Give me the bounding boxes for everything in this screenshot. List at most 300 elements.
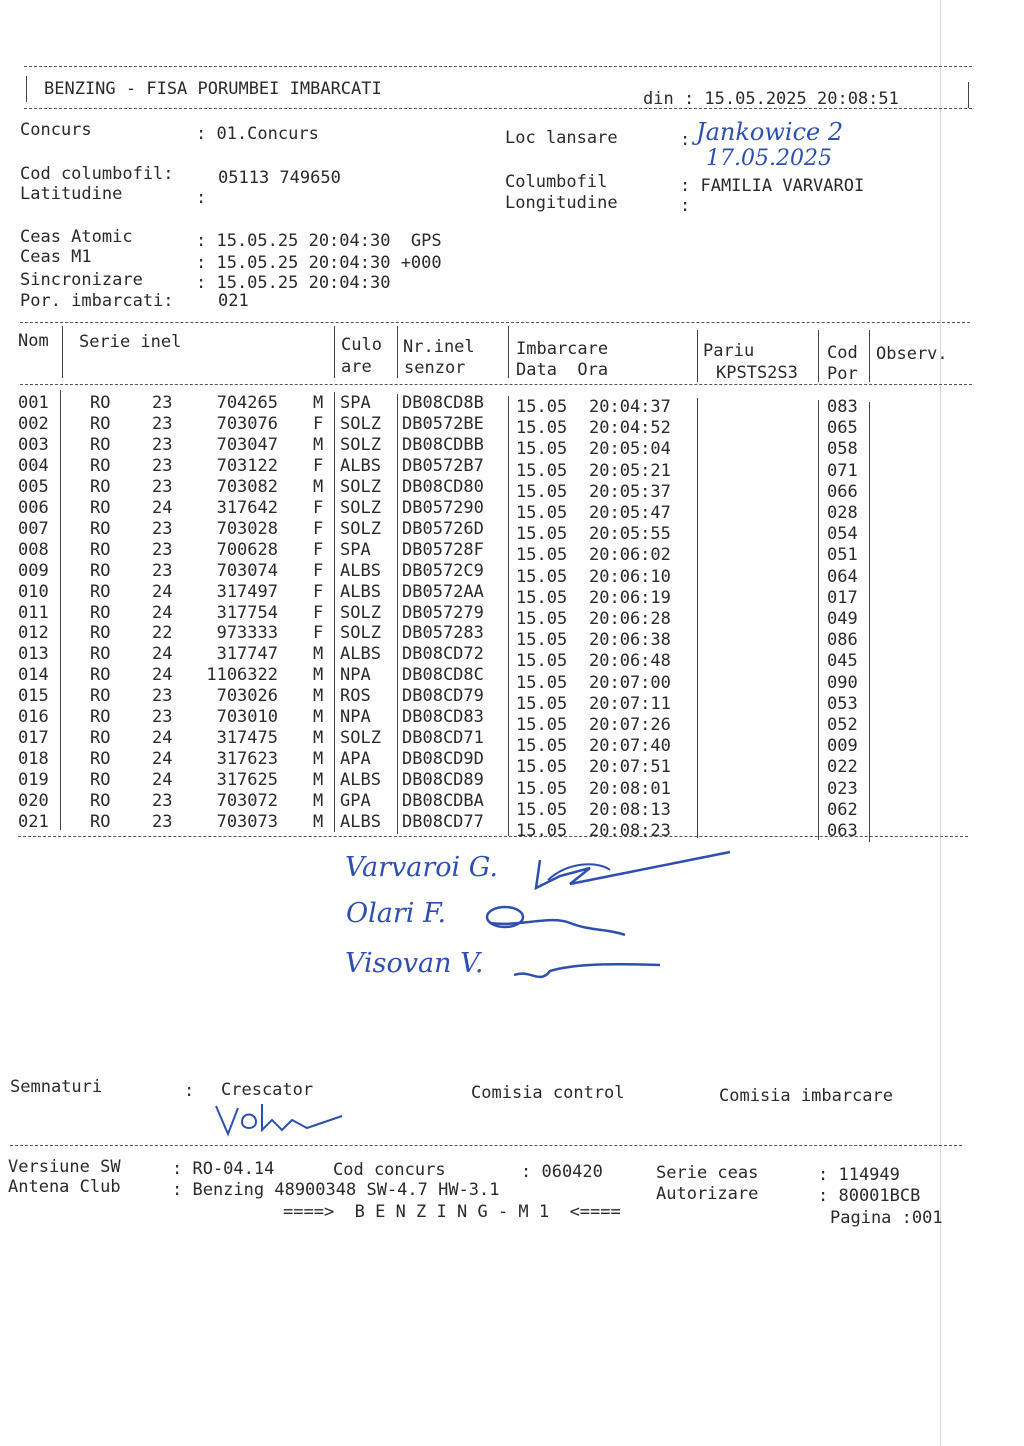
cell-ring: 1106322: [206, 665, 278, 686]
latitudine-value: :: [196, 188, 207, 208]
col-sep-cod: [869, 330, 870, 382]
cod-columbofil-value: 05113 749650: [218, 168, 341, 188]
cell-sex: F: [313, 455, 324, 476]
cell-time: 20:07:00: [589, 672, 671, 693]
cell-country: RO: [90, 393, 111, 413]
table-row: [0, 413, 1024, 439]
cell-country: RO: [90, 686, 111, 707]
cell-color: APA: [340, 749, 371, 770]
col-sep-culoare: [397, 326, 398, 378]
cell-nom: 011: [18, 602, 49, 623]
table-row: [0, 579, 1024, 608]
cell-color: ROS: [340, 686, 371, 707]
cell-sex: F: [313, 518, 324, 539]
cell-country: RO: [90, 560, 111, 581]
semnaturi-label: Semnaturi: [10, 1077, 103, 1097]
cod-concurs-label: Cod concurs: [333, 1160, 446, 1180]
cell-sensor: DB05726D: [402, 518, 484, 539]
cell-time: 20:05:21: [589, 460, 671, 481]
table-row: [0, 600, 1024, 629]
cell-country: RO: [90, 728, 111, 749]
cell-ring: 704265: [216, 393, 278, 413]
th-culoare-1: Culo: [341, 335, 382, 355]
cell-sensor: DB08CD83: [402, 707, 484, 728]
cell-time: 20:06:48: [589, 651, 671, 672]
signature-scribble-1: [500, 840, 740, 900]
cell-year: 23: [152, 791, 173, 812]
cell-nom: 003: [18, 434, 49, 455]
cell-sex: M: [313, 812, 324, 832]
por-imbarcati-value: 021: [218, 291, 249, 311]
cell-time: 20:04:52: [589, 418, 671, 439]
th-cod-por-1: Cod: [827, 343, 858, 363]
cell-cod: 017: [827, 587, 858, 608]
cell-country: RO: [90, 749, 111, 770]
cell-date: 15.05: [516, 715, 568, 735]
loc-lansare-handwritten-date: 17.05.2025: [706, 146, 832, 171]
cell-cod: 028: [827, 503, 858, 523]
cell-time: 20:06:02: [589, 545, 671, 566]
th-pariu-2: KPSTS2S3: [716, 363, 798, 383]
col-sep-imbarcare: [697, 330, 698, 382]
cell-ring: 703072: [216, 791, 278, 812]
cell-ring: 703028: [216, 518, 278, 539]
cell-time: 20:05:55: [589, 524, 671, 545]
th-culoare-2: are: [341, 357, 372, 377]
cell-year: 24: [152, 665, 173, 686]
sincronizare-value: : 15.05.25 20:04:30: [196, 273, 391, 293]
signature-scribble-2: [480, 895, 640, 945]
cell-color: SPA: [340, 393, 371, 413]
cell-time: 20:05:37: [589, 481, 671, 502]
table-row: [0, 704, 1024, 735]
concurs-label: Concurs: [20, 120, 92, 140]
cell-time: 20:07:40: [589, 736, 671, 757]
cell-color: SOLZ: [340, 623, 381, 644]
cell-date: 15.05: [516, 757, 568, 778]
cell-year: 24: [152, 602, 173, 623]
columbofil-label: Columbofil: [505, 172, 608, 192]
cell-cod: 065: [827, 418, 858, 439]
table-row: [0, 786, 1024, 820]
col-sep-nom: [62, 326, 63, 378]
cod-columbofil-label: Cod columbofil:: [20, 164, 174, 184]
cell-sensor: DB08CDBA: [402, 791, 484, 812]
cell-date: 15.05: [516, 651, 568, 672]
cell-cod: 066: [827, 481, 858, 502]
cell-date: 15.05: [516, 693, 568, 714]
cell-sensor: DB0572C9: [402, 560, 484, 581]
cell-time: 20:05:47: [589, 503, 671, 523]
handwritten-name-3: Visovan V.: [345, 948, 484, 979]
cell-cod: 058: [827, 439, 858, 460]
columbofil-value: : FAMILIA VARVAROI: [680, 176, 865, 196]
cell-date: 15.05: [516, 397, 568, 417]
cell-year: 23: [152, 539, 173, 560]
cell-year: 22: [152, 623, 173, 644]
cell-cod: 009: [827, 736, 858, 757]
crescator-signature: [212, 1100, 352, 1140]
cell-country: RO: [90, 791, 111, 812]
cell-year: 23: [152, 518, 173, 539]
table-row: [0, 662, 1024, 693]
cell-sex: M: [313, 665, 324, 686]
cell-sex: M: [313, 707, 324, 728]
cell-time: 20:06:28: [589, 609, 671, 629]
cell-cod: 022: [827, 757, 858, 778]
cell-date: 15.05: [516, 503, 568, 523]
cell-sensor: DB057290: [402, 497, 484, 518]
cell-year: 23: [152, 413, 173, 434]
cell-sex: M: [313, 434, 324, 455]
cell-year: 23: [152, 812, 173, 832]
cell-date: 15.05: [516, 821, 568, 841]
cell-sensor: DB08CD9D: [402, 749, 484, 770]
cell-nom: 014: [18, 665, 49, 686]
cell-ring: 703026: [216, 686, 278, 707]
cell-color: ALBS: [340, 581, 381, 602]
th-imbarcare-1: Imbarcare: [516, 339, 609, 359]
cell-ring: 703047: [216, 434, 278, 455]
cell-color: SOLZ: [340, 602, 381, 623]
cell-nom: 006: [18, 497, 49, 518]
cell-color: ALBS: [340, 812, 381, 832]
col-sep-senzor: [508, 326, 509, 378]
cell-time: 20:07:11: [589, 693, 671, 714]
cell-color: SOLZ: [340, 497, 381, 518]
cell-country: RO: [90, 434, 111, 455]
cell-color: SOLZ: [340, 518, 381, 539]
cell-nom: 018: [18, 749, 49, 770]
cell-date: 15.05: [516, 481, 568, 502]
cell-cod: 045: [827, 651, 858, 672]
cell-ring: 703076: [216, 413, 278, 434]
loc-lansare-handwritten: Jankowice 2: [696, 118, 844, 146]
benzing-banner: ====> B E N Z I N G - M 1 <====: [283, 1202, 621, 1222]
cell-year: 24: [152, 728, 173, 749]
cell-time: 20:08:01: [589, 778, 671, 799]
serie-ceas-value: : 114949: [818, 1165, 900, 1185]
cell-year: 24: [152, 644, 173, 665]
cell-nom: 015: [18, 686, 49, 707]
cell-cod: 086: [827, 630, 858, 651]
cell-sensor: DB08CD8C: [402, 665, 484, 686]
cell-year: 24: [152, 497, 173, 518]
cell-year: 24: [152, 581, 173, 602]
cell-sensor: DB0572BE: [402, 413, 484, 434]
cell-nom: 012: [18, 623, 49, 644]
cell-country: RO: [90, 602, 111, 623]
table-row: [0, 517, 1024, 545]
loc-lansare-label: Loc lansare: [505, 128, 618, 148]
comisia-imbarcare-label: Comisia imbarcare: [719, 1086, 893, 1106]
cell-nom: 021: [18, 812, 49, 832]
cell-cod: 071: [827, 460, 858, 481]
cell-sex: M: [313, 476, 324, 497]
cell-sex: M: [313, 393, 324, 413]
table-row: [0, 724, 1024, 757]
table-row: [0, 476, 1024, 502]
cell-time: 20:06:38: [589, 630, 671, 651]
table-row: [0, 538, 1024, 566]
cell-ring: 703122: [216, 455, 278, 476]
cell-year: 24: [152, 749, 173, 770]
cell-time: 20:06:10: [589, 566, 671, 587]
signature-scribble-3: [510, 945, 670, 995]
cell-date: 15.05: [516, 566, 568, 587]
cell-ring: 703010: [216, 707, 278, 728]
handwritten-name-1: Varvaroi G.: [345, 852, 498, 883]
cell-country: RO: [90, 623, 111, 644]
table-row: [0, 766, 1024, 799]
cell-nom: 019: [18, 770, 49, 791]
cell-country: RO: [90, 812, 111, 832]
autorizare-value: : 80001BCB: [818, 1186, 921, 1206]
autorizare-label: Autorizare: [656, 1184, 759, 1204]
cell-nom: 002: [18, 413, 49, 434]
cell-time: 20:08:13: [589, 799, 671, 820]
cell-sensor: DB05728F: [402, 539, 484, 560]
table-row: [0, 455, 1024, 481]
cell-sex: F: [313, 560, 324, 581]
cell-date: 15.05: [516, 799, 568, 820]
cell-color: NPA: [340, 665, 371, 686]
table-header-border: [20, 384, 972, 385]
ceas-m1-value: : 15.05.25 20:04:30 +000: [196, 253, 442, 273]
crescator-label: Crescator: [221, 1080, 314, 1100]
cell-sex: F: [313, 623, 324, 644]
cell-country: RO: [90, 770, 111, 791]
header-left-border: [26, 76, 27, 102]
cell-country: RO: [90, 665, 111, 686]
cell-sensor: DB08CD80: [402, 476, 484, 497]
cell-ring: 317623: [216, 749, 278, 770]
cell-year: 23: [152, 707, 173, 728]
cell-color: ALBS: [340, 644, 381, 665]
cell-year: 23: [152, 560, 173, 581]
cell-color: GPA: [340, 791, 371, 812]
cell-sensor: DB0572AA: [402, 581, 484, 602]
cell-time: 20:07:26: [589, 715, 671, 735]
cell-cod: 064: [827, 566, 858, 587]
cell-nom: 001: [18, 393, 49, 413]
print-date: din : 15.05.2025 20:08:51: [643, 89, 899, 109]
cell-year: 24: [152, 770, 173, 791]
cell-sensor: DB08CD72: [402, 644, 484, 665]
cell-nom: 005: [18, 476, 49, 497]
cell-sex: M: [313, 644, 324, 665]
header-top-border: [24, 66, 972, 67]
col-sep-serie: [334, 326, 335, 378]
cell-color: SOLZ: [340, 434, 381, 455]
cell-date: 15.05: [516, 439, 568, 460]
cell-time: 20:06:19: [589, 587, 671, 608]
concurs-value: : 01.Concurs: [196, 124, 319, 144]
latitudine-label: Latitudine: [20, 184, 123, 204]
cell-sex: M: [313, 728, 324, 749]
cell-cod: 049: [827, 609, 858, 629]
table-row: [0, 559, 1024, 587]
table-row: [0, 807, 1024, 841]
cell-date: 15.05: [516, 524, 568, 545]
cell-sex: F: [313, 539, 324, 560]
th-serie-inel: Serie inel: [79, 332, 182, 352]
cell-ring: 317747: [216, 644, 278, 665]
cell-sex: F: [313, 602, 324, 623]
cell-ring: 317754: [216, 602, 278, 623]
cell-cod: 053: [827, 693, 858, 714]
cell-color: SPA: [340, 539, 371, 560]
header-bottom-border: [24, 108, 972, 109]
por-imbarcati-label: Por. imbarcati:: [20, 291, 174, 311]
loc-lansare-colon: :: [680, 130, 691, 150]
versiune-label: Versiune SW: [8, 1157, 121, 1177]
cod-concurs-value: : 060420: [521, 1162, 603, 1182]
ceas-atomic-value: : 15.05.25 20:04:30 GPS: [196, 231, 442, 251]
cell-date: 15.05: [516, 672, 568, 693]
cell-sensor: DB08CDBB: [402, 434, 484, 455]
antena-value: : Benzing 48900348 SW-4.7 HW-3.1: [172, 1180, 500, 1200]
table-row: [0, 621, 1024, 651]
cell-color: ALBS: [340, 560, 381, 581]
th-observ: Observ.: [876, 344, 948, 364]
cell-country: RO: [90, 539, 111, 560]
longitudine-value: :: [680, 196, 691, 216]
cell-ring: 317497: [216, 581, 278, 602]
cell-sex: M: [313, 749, 324, 770]
cell-country: RO: [90, 476, 111, 497]
cell-country: RO: [90, 644, 111, 665]
cell-sensor: DB057283: [402, 623, 484, 644]
cell-date: 15.05: [516, 418, 568, 439]
cell-cod: 051: [827, 545, 858, 566]
cell-date: 15.05: [516, 545, 568, 566]
cell-date: 15.05: [516, 460, 568, 481]
col-sep-pariu: [818, 330, 819, 382]
cell-time: 20:07:51: [589, 757, 671, 778]
cell-date: 15.05: [516, 609, 568, 629]
comisia-control-label: Comisia control: [471, 1083, 625, 1103]
cell-sensor: DB08CD71: [402, 728, 484, 749]
table-row: [0, 497, 1024, 523]
cell-date: 15.05: [516, 630, 568, 651]
cell-date: 15.05: [516, 778, 568, 799]
table-row: [0, 641, 1024, 672]
cell-year: 23: [152, 393, 173, 413]
cell-ring: 317475: [216, 728, 278, 749]
cell-sensor: DB08CD8B: [402, 393, 484, 413]
cell-sex: F: [313, 581, 324, 602]
table-row: [0, 434, 1024, 460]
cell-color: SOLZ: [340, 413, 381, 434]
cell-nom: 010: [18, 581, 49, 602]
cell-time: 20:05:04: [589, 439, 671, 460]
cell-year: 23: [152, 476, 173, 497]
cell-cod: 083: [827, 397, 858, 417]
cell-sex: F: [313, 497, 324, 518]
cell-color: SOLZ: [340, 728, 381, 749]
cell-sensor: DB057279: [402, 602, 484, 623]
cell-sensor: DB08CD77: [402, 812, 484, 832]
cell-nom: 013: [18, 644, 49, 665]
cell-color: ALBS: [340, 770, 381, 791]
table-bottom-border: [18, 836, 968, 837]
cell-country: RO: [90, 707, 111, 728]
sincronizare-label: Sincronizare: [20, 270, 143, 290]
versiune-value: : RO-04.14: [172, 1159, 275, 1179]
serie-ceas-label: Serie ceas: [656, 1163, 759, 1183]
cell-cod: 052: [827, 715, 858, 735]
cell-nom: 016: [18, 707, 49, 728]
handwritten-name-2: Olari F.: [346, 898, 447, 929]
cell-color: NPA: [340, 707, 371, 728]
header-right-border: [968, 82, 969, 108]
cell-nom: 008: [18, 539, 49, 560]
cell-year: 23: [152, 686, 173, 707]
cell-color: ALBS: [340, 455, 381, 476]
cell-nom: 017: [18, 728, 49, 749]
cell-cod: 023: [827, 778, 858, 799]
cell-country: RO: [90, 455, 111, 476]
antena-label: Antena Club: [8, 1177, 121, 1197]
cell-sensor: DB08CD89: [402, 770, 484, 791]
semnaturi-colon: :: [184, 1081, 195, 1101]
th-imbarcare-2: Data Ora: [516, 360, 609, 380]
cell-nom: 009: [18, 560, 49, 581]
cell-sex: M: [313, 791, 324, 812]
cell-year: 23: [152, 434, 173, 455]
cell-country: RO: [90, 413, 111, 434]
cell-cod: 090: [827, 672, 858, 693]
cell-time: 20:08:23: [589, 821, 671, 841]
cell-cod: 063: [827, 821, 858, 841]
cell-year: 23: [152, 455, 173, 476]
cell-cod: 054: [827, 524, 858, 545]
cell-country: RO: [90, 497, 111, 518]
cell-ring: 703074: [216, 560, 278, 581]
cell-ring: 703073: [216, 812, 278, 832]
cell-ring: 317642: [216, 497, 278, 518]
cell-sex: M: [313, 770, 324, 791]
cell-date: 15.05: [516, 587, 568, 608]
cell-ring: 317625: [216, 770, 278, 791]
table-top-border: [20, 322, 970, 323]
th-pariu-1: Pariu: [703, 341, 755, 361]
th-nr-inel-2: senzor: [404, 358, 466, 378]
ceas-m1-label: Ceas M1: [20, 247, 92, 267]
th-nr-inel-1: Nr.inel: [403, 337, 475, 357]
document-title: BENZING - FISA PORUMBEI IMBARCATI: [44, 79, 382, 99]
table-row: [0, 393, 1024, 417]
cell-nom: 004: [18, 455, 49, 476]
cell-date: 15.05: [516, 736, 568, 757]
cell-ring: 703082: [216, 476, 278, 497]
cell-country: RO: [90, 581, 111, 602]
th-cod-por-2: Por: [827, 364, 858, 384]
ceas-atomic-label: Ceas Atomic: [20, 227, 133, 247]
cell-country: RO: [90, 518, 111, 539]
cell-nom: 020: [18, 791, 49, 812]
cell-cod: 062: [827, 799, 858, 820]
cell-sex: F: [313, 413, 324, 434]
cell-ring: 973333: [216, 623, 278, 644]
cell-nom: 007: [18, 518, 49, 539]
page-number: Pagina :001: [830, 1208, 943, 1228]
cell-ring: 700628: [216, 539, 278, 560]
cell-sensor: DB08CD79: [402, 686, 484, 707]
footer-top-border: [10, 1145, 962, 1146]
cell-sex: M: [313, 686, 324, 707]
